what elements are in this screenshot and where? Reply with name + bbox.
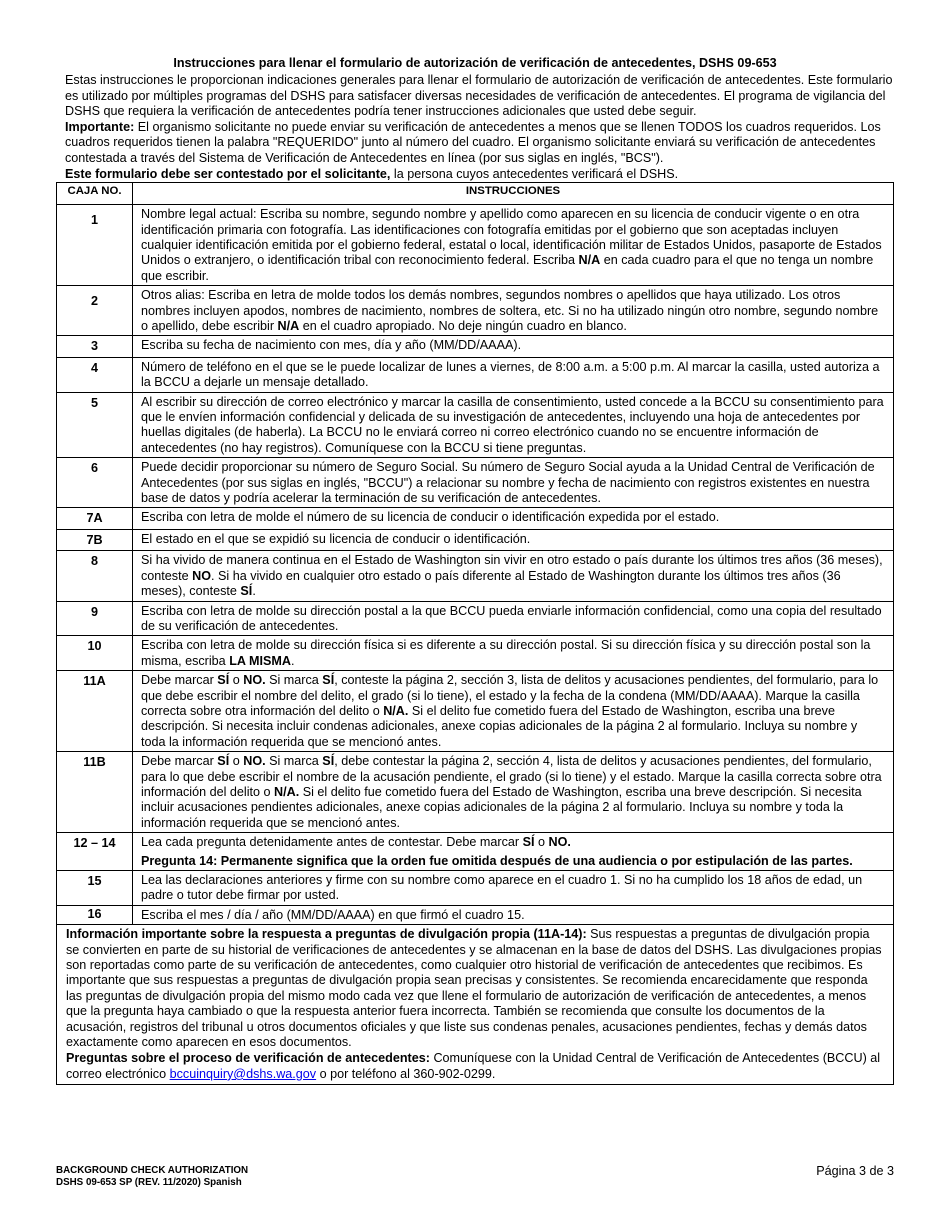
table-row xyxy=(57,671,894,752)
table-row xyxy=(57,551,894,601)
table-row xyxy=(57,205,894,286)
box-number: 2 xyxy=(57,286,133,336)
form-number: DSHS 09-653 SP (REV. 11/2020) Spanish xyxy=(56,1177,242,1188)
intro-section xyxy=(65,73,894,182)
instruction-text: Otros alias: Escriba en letra de molde todos los demás nombres, segundos nombres o apellidos que haya utilizado. Los otros nombres incluyen apodos, nombres de nacimiento, nombres de soltera, etc. Si no ha utilizado ningún otro nombre, segundo nombre o apellido, debe escribir N/A en el cuadro apropiado. No deje ningún cuadro en blanco. xyxy=(133,286,894,336)
box-number: 7B xyxy=(57,529,133,550)
instruction-text: Puede decidir proporcionar su número de Seguro Social. Su número de Seguro Social ayuda a la Unidad Central de Verificación de Antecedentes (por sus siglas en inglés, "BCCU") a relacionar su nombre y fecha de nacimiento con registros existentes en nuestra base de datos y podría acelerar la terminación de su verificación de antecedentes. xyxy=(133,458,894,508)
instructions-table xyxy=(56,182,894,925)
question-14-note: Pregunta 14: Permanente significa que la orden fue omitida después de una audiencia o por estipulación de las partes. xyxy=(141,853,853,868)
instruction-text: Número de teléfono en el que se le puede localizar de lunes a viernes, de 8:00 a.m. a 5:00 p.m. Al marcar la casilla, usted autoriza a la BCCU a dejarle un mensaje detallado. xyxy=(133,357,894,392)
box-number: 11A xyxy=(57,671,133,752)
instruction-text: Escriba con letra de molde su dirección postal a la que BCCU pueda enviarle información confidencial, como una copia del resultado de su verificación de antecedentes. xyxy=(133,601,894,636)
form-name: BACKGROUND CHECK AUTHORIZATION xyxy=(56,1165,249,1176)
notes-box xyxy=(56,925,894,1085)
box-number: 10 xyxy=(57,636,133,671)
table-row xyxy=(57,833,894,871)
box-number: 12 – 14 xyxy=(57,833,133,871)
table-row xyxy=(57,601,894,636)
box-number: 9 xyxy=(57,601,133,636)
instruction-text: Escriba su fecha de nacimiento con mes, día y año (MM/DD/AAAA). xyxy=(133,336,894,357)
page-number: Página 3 de 3 xyxy=(816,1164,894,1178)
instruction-text: Nombre legal actual: Escriba su nombre, segundo nombre y apellido como aparecen en su licencia de conducir vigente o en otra identificación primaria con fotografía. Las identificaciones con fotografía emitidas por el gobierno que son aceptadas incluyen cualquier identificación emitida por el gobierno federal, estatal o local, identificación militar de Estados Unidos, pasaporte de Estados Unidos o extranjero, o identificación tribal con reconocimiento federal. Escriba N/A en cada cuadro para el que no tenga un nombre que escribir. xyxy=(133,205,894,286)
box-number: 5 xyxy=(57,392,133,458)
header-instructions: INSTRUCCIONES xyxy=(133,183,894,205)
instruction-text: Debe marcar SÍ o NO. Si marca SÍ, conteste la página 2, sección 3, lista de delitos y acusaciones pendientes, del formulario, para lo que debe escribir el nombre del delito, el grado (si lo tiene), el estado y la fecha de la condena (MM/DD/AAAA). Marque la casilla correcta sobre otra información del delito o N/A. Si el delito fue cometido fuera del Estado de Washington, escriba una breve descripción. Si necesita incluir condenas adicionales, anexe copias adicionales de la página 2 al formulario. Incluya su nombre y toda la información requerida que se mencionó antes. xyxy=(133,671,894,752)
instructions-page xyxy=(56,55,894,1085)
box-number: 6 xyxy=(57,458,133,508)
disclosure-note: Información importante sobre la respuesta a preguntas de divulgación propia (11A-14): Sus respuestas a preguntas de divulgación propia se convierten en parte de su historial de verificaciones de antecedentes y se almacenan en la base de datos del DSHS. Las divulgaciones propias son reportadas como parte de su verificación de antecedentes, como cualquier otro historial de verificación de antecedentes que recibimos. Es importante que sus respuestas a preguntas de divulgación propia sean precisas y consistentes. Se recomienda encarecidamente que responda las preguntas de divulgación propia del mismo modo cada vez que llene el formulario de autorización de verificación de antecedentes, a menos que la pregunta haya cambiado o que la respuesta anterior fuera incorrecta. También se recomienda que consulte los documentos de la acusación, registros del tribunal u otros documentos oficiales y que liste sus condenas penales, acusaciones pendientes, fechas y demás datos exactamente como aparecen en esos documentos. xyxy=(66,927,882,1050)
box-number: 11B xyxy=(57,752,133,833)
important-text: El organismo solicitante no puede enviar su verificación de antecedentes a menos que se llenen TODOS los cuadros requeridos. Los cuadros requeridos tienen la palabra "REQUERIDO" junto al número del cuadro. El organismo solicitante enviará su verificación de antecedentes contestada a través del Sistema de Verificación de Antecedentes en línea (por sus siglas en inglés, "BCS"). xyxy=(65,119,881,165)
table-row xyxy=(57,752,894,833)
table-row xyxy=(57,286,894,336)
table-row xyxy=(57,458,894,508)
box-number: 8 xyxy=(57,551,133,601)
box-number: 16 xyxy=(57,905,133,924)
box-number: 4 xyxy=(57,357,133,392)
instruction-text: Debe marcar SÍ o NO. Si marca SÍ, debe contestar la página 2, sección 4, lista de delitos y acusaciones pendientes, del formulario, para lo que debe escribir el nombre de la acusación pendiente, el grado (si lo tiene) y el estado. Marque la casilla correcta sobre otra información del delito o N/A. Si el delito fue cometido fuera del Estado de Washington, escriba una breve descripción. Si necesita incluir acusaciones pendientes adicionales, anexe copias adicionales de la página 2 al formulario. Incluya su nombre y toda la información requerida que se mencionó antes. xyxy=(133,752,894,833)
table-row xyxy=(57,636,894,671)
instruction-text: Lea cada pregunta detenidamente antes de contestar. Debe marcar SÍ o NO. Pregunta 14: Permanente significa que la orden fue omitida después de una audiencia o por estipulación de las partes. xyxy=(133,833,894,871)
instruction-text: Escriba el mes / día / año (MM/DD/AAAA) en que firmó el cuadro 15. xyxy=(133,905,894,924)
table-row xyxy=(57,336,894,357)
header-box-number: CAJA NO. xyxy=(57,183,133,205)
table-row xyxy=(57,871,894,906)
table-row xyxy=(57,357,894,392)
applicant-paragraph xyxy=(65,167,894,183)
box-number: 1 xyxy=(57,205,133,286)
intro-paragraph: Estas instrucciones le proporcionan indicaciones generales para llenar el formulario de autorización de verificación de antecedentes. Este formulario es utilizado por múltiples programas del DSHS para satisfacer diversas necesidades de verificación de antecedentes. El programa de vigilancia del DSHS que requiera la verificación de antecedentes podría tener instrucciones adicionales que usted debe seguir. xyxy=(65,73,893,119)
important-paragraph xyxy=(65,120,894,167)
table-header-row xyxy=(57,183,894,205)
applicant-bold: Este formulario debe ser contestado por el solicitante, xyxy=(65,166,391,181)
email-link[interactable]: bccuinquiry@dshs.wa.gov xyxy=(169,1066,317,1081)
table-row xyxy=(57,905,894,924)
important-label: Importante: xyxy=(65,119,135,134)
box-number: 7A xyxy=(57,508,133,529)
instruction-text: Si ha vivido de manera continua en el Estado de Washington sin vivir en otro estado o país durante los últimos tres años (36 meses), conteste NO. Si ha vivido en cualquier otro estado o país diferente al Estado de Washington durante los últimos tres años (36 meses), conteste SÍ. xyxy=(133,551,894,601)
instruction-text: Escriba con letra de molde su dirección física si es diferente a su dirección postal. Si su dirección física y su dirección postal son la misma, escriba LA MISMA. xyxy=(133,636,894,671)
box-number: 15 xyxy=(57,871,133,906)
applicant-text: la persona cuyos antecedentes verificará el DSHS. xyxy=(390,166,679,181)
box-number: 3 xyxy=(57,336,133,357)
table-row xyxy=(57,529,894,550)
table-row xyxy=(57,508,894,529)
contact-note: Preguntas sobre el proceso de verificación de antecedentes: Comuníquese con la Unidad Central de Verificación de Antecedentes (BCCU) al correo electrónico bccuinquiry@dshs.wa.gov o por teléfono al 360-902-0299. xyxy=(66,1051,881,1081)
instruction-text: Al escribir su dirección de correo electrónico y marcar la casilla de consentimiento, usted concede a la BCCU su consentimiento para que le envíen información confidencial y delicada de su investigación de antecedentes, incluyendo una hoja de antecedentes por huellas digitales (de haberla). La BCCU no le enviará correo ni correo electrónico cuando no se encuentre información de antecedentes (no hay registros). Comuníquese con la BCCU si tiene preguntas. xyxy=(133,392,894,458)
instruction-text: Lea las declaraciones anteriores y firme con su nombre como aparece en el cuadro 1. Si no ha cumplido los 18 años de edad, un padre o tutor debe firmar por usted. xyxy=(133,871,894,906)
page-footer xyxy=(56,1165,894,1189)
instruction-text: Escriba con letra de molde el número de su licencia de conducir o identificación expedida por el estado. xyxy=(133,508,894,529)
page-title: Instrucciones para llenar el formulario de autorización de verificación de antecedentes, DSHS 09-653 xyxy=(173,56,777,70)
instruction-text: El estado en el que se expidió su licencia de conducir o identificación. xyxy=(133,529,894,550)
table-row xyxy=(57,392,894,458)
